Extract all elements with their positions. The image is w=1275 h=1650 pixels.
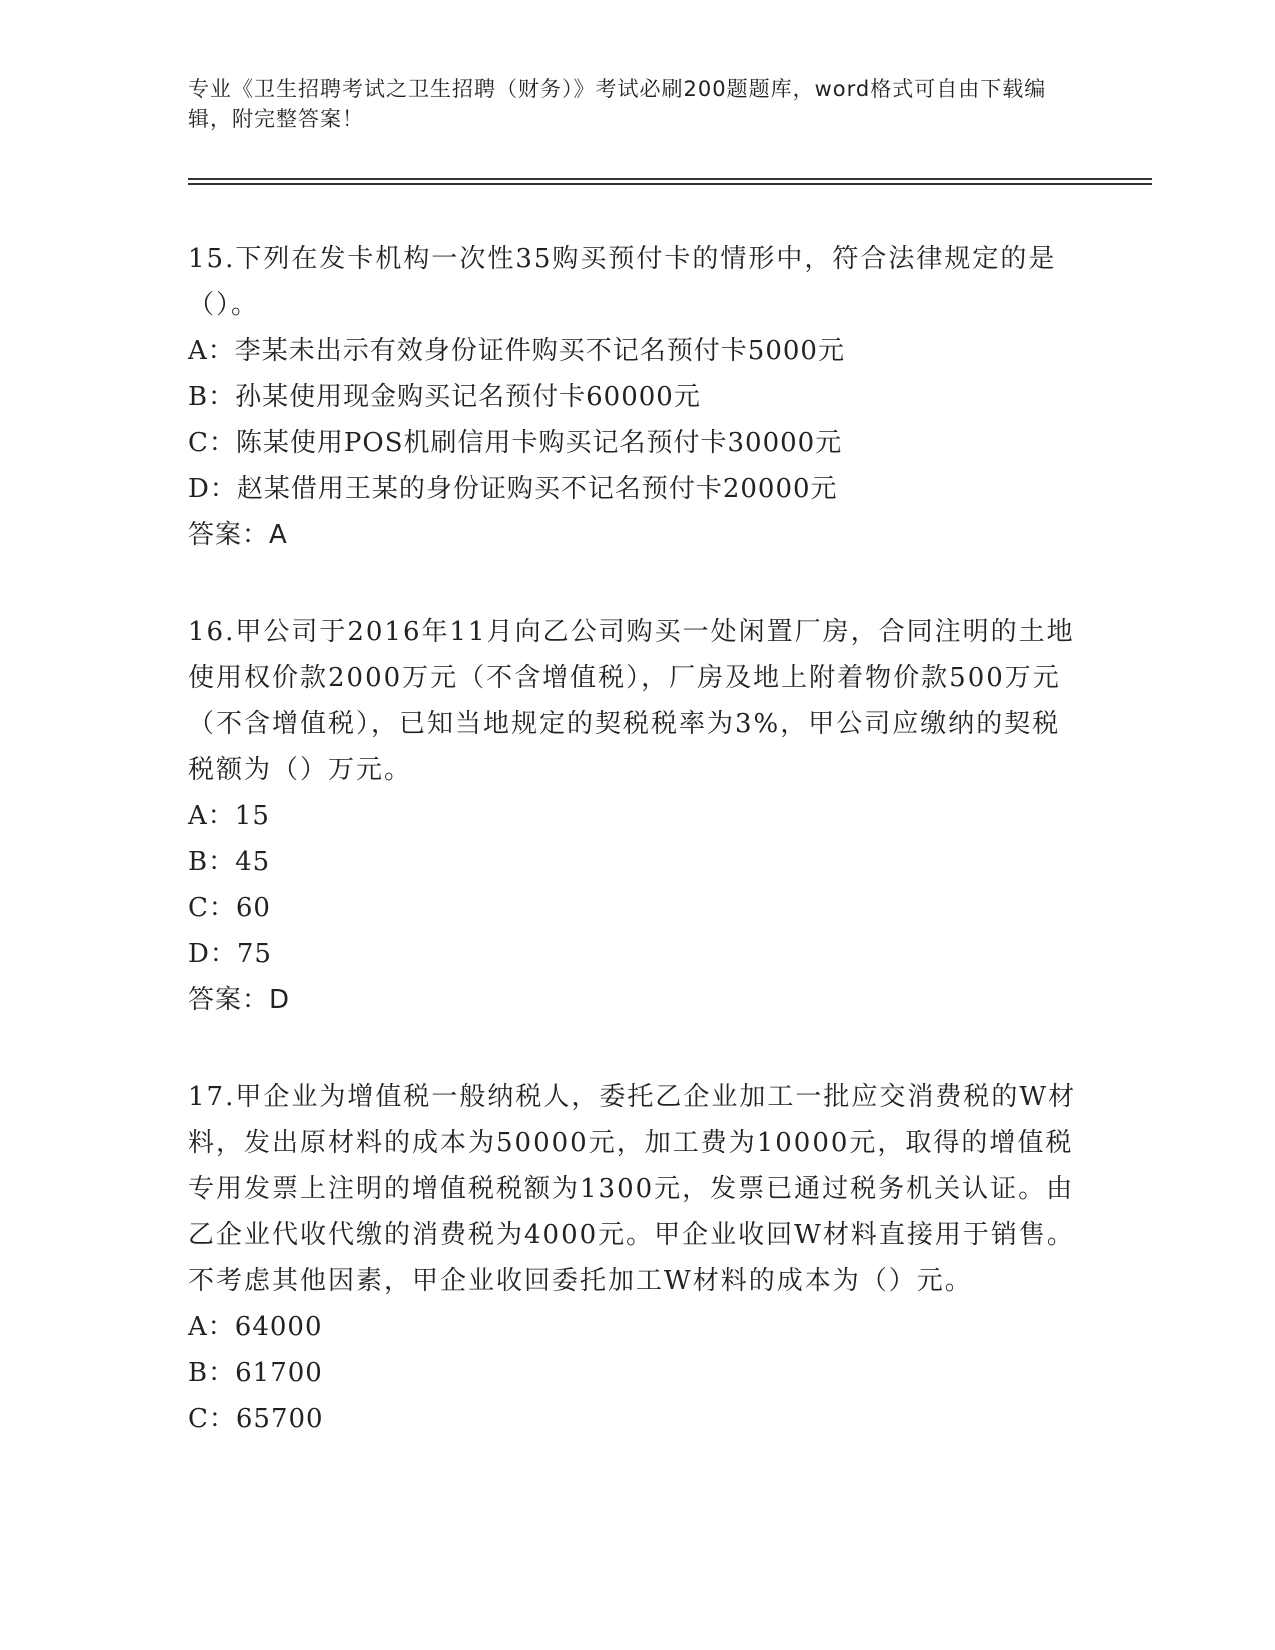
option-a: A：李某未出示有效身份证件购买不记名预付卡5000元: [188, 336, 845, 366]
answer-line: 答案：D: [188, 985, 291, 1015]
option-d: D：75: [188, 939, 272, 969]
header-rule-top: [188, 178, 1152, 180]
question-16: [188, 609, 1088, 1023]
question-15: [188, 236, 1088, 558]
question-stem: 17.甲企业为增值税一般纳税人，委托乙企业加工一批应交消费税的W材料，发出原材料的成本为50000元，加工费为10000元，取得的增值税专用发票上注明的增值税税额为1300元，发票已通过税务机关认证。由乙企业代收代缴的消费税为4000元。甲企业收回W材料直接用于销售。不考虑其他因素，甲企业收回委托加工W材料的成本为（）元。: [188, 1082, 1077, 1296]
option-d: D：赵某借用王某的身份证购买不记名预付卡20000元: [188, 474, 838, 504]
answer-line: 答案：A: [188, 520, 288, 550]
question-stem: 15.下列在发卡机构一次性35购买预付卡的情形中，符合法律规定的是（）。: [188, 244, 1057, 320]
option-a: A：15: [188, 801, 270, 831]
option-b: B：61700: [188, 1358, 323, 1388]
option-c: C：60: [188, 893, 271, 923]
question-stem: 16.甲公司于2016年11月向乙公司购买一处闲置厂房，合同注明的土地使用权价款2000万元（不含增值税），厂房及地上附着物价款500万元（不含增值税），已知当地规定的契税税率为3%，甲公司应缴纳的契税税额为（）万元。: [188, 617, 1075, 785]
option-b: B：45: [188, 847, 271, 877]
header-rule-bottom: [188, 183, 1152, 185]
option-c: C：65700: [188, 1404, 324, 1434]
question-list: [188, 236, 1088, 1493]
option-c: C：陈某使用POS机刷信用卡购买记名预付卡30000元: [188, 428, 843, 458]
option-b: B：孙某使用现金购买记名预付卡60000元: [188, 382, 701, 412]
document-header: 专业《卫生招聘考试之卫生招聘（财务）》考试必刷200题题库，word格式可自由下载编辑，附完整答案！: [188, 77, 1047, 131]
question-17: [188, 1074, 1088, 1442]
option-a: A：64000: [188, 1312, 323, 1342]
